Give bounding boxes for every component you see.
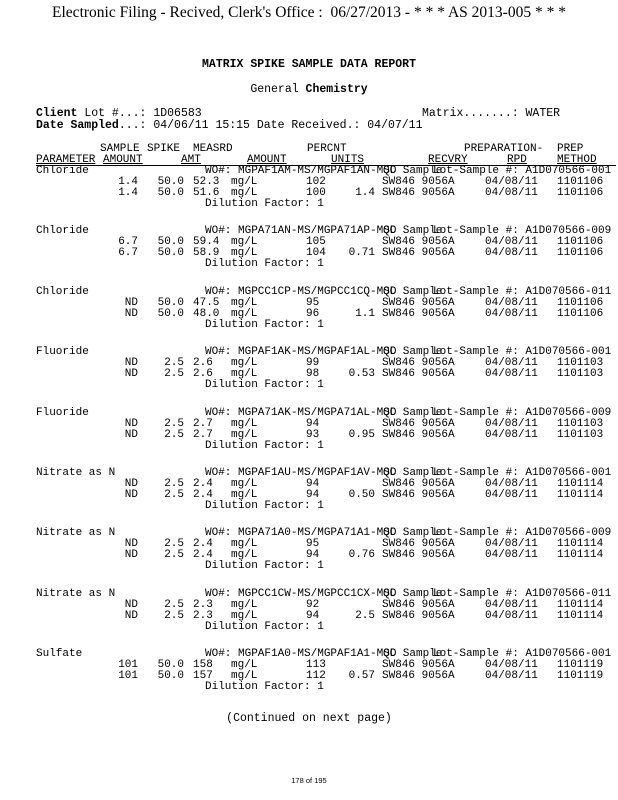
- percent-recovery: 113: [306, 659, 326, 672]
- measrd-amount: 59.4: [193, 236, 220, 249]
- units: mg/L: [231, 489, 258, 501]
- date-sampled-label: Date Sampled: [36, 119, 119, 132]
- parameter-name: Nitrate as N: [36, 467, 116, 479]
- measrd-amount: 2.4: [193, 538, 213, 551]
- batch-number: 1101114: [557, 598, 604, 611]
- spike-amt: 50.0: [157, 247, 184, 260]
- sample-amount: 6.7: [118, 236, 138, 249]
- batch-number: 1101119: [557, 670, 604, 683]
- qc-sample: QC Sample: [383, 285, 443, 298]
- percent-recovery: 94: [306, 417, 320, 430]
- sample-amount: 101: [118, 659, 138, 672]
- col-percnt: PERCNT: [307, 143, 347, 155]
- sample-amount: 1.4: [118, 187, 138, 199]
- units: mg/L: [231, 368, 258, 381]
- analysis-date: 04/08/11: [485, 296, 538, 309]
- units: mg/L: [231, 357, 258, 370]
- date-sampled-line: [36, 119, 423, 132]
- sample-amount: ND: [124, 598, 138, 611]
- analysis-date: 04/08/11: [485, 659, 538, 672]
- lot-sample: Lot-Sample #: A1D070566-001: [433, 648, 612, 661]
- rpd: 2.5: [355, 609, 375, 622]
- units: mg/L: [231, 549, 258, 562]
- analysis-date: 04/08/11: [485, 247, 538, 260]
- sample-amount: 6.7: [118, 247, 138, 260]
- method: SW846 9056A: [382, 296, 455, 309]
- units: mg/L: [231, 417, 258, 430]
- method: SW846 9056A: [382, 307, 455, 320]
- analysis-date: 04/08/11: [485, 176, 538, 188]
- batch-number: 1101103: [557, 417, 604, 430]
- parameter-name: Sulfate: [36, 648, 83, 661]
- spike-amt: 2.5: [164, 549, 184, 562]
- continued-note: (Continued on next page): [226, 712, 392, 725]
- sample-amount: ND: [124, 609, 138, 622]
- analysis-date: 04/08/11: [485, 187, 538, 199]
- rpd: 1.4: [355, 187, 375, 199]
- work-order: WO#: MGPAF1AM-MS/MGPAF1AN-MSD: [205, 165, 397, 177]
- page-footer: [0, 776, 618, 785]
- percent-recovery: 93: [306, 428, 320, 441]
- page-of: of: [305, 776, 313, 785]
- analysis-date: 04/08/11: [485, 549, 538, 562]
- analysis-date: 04/08/11: [485, 478, 538, 490]
- qc-sample: QC Sample: [383, 587, 443, 600]
- subtitle-prefix: General: [250, 83, 299, 96]
- batch-number: 1101106: [557, 247, 604, 260]
- col-parameter: PARAMETER: [36, 154, 96, 166]
- sample-amount: ND: [124, 368, 138, 381]
- percent-recovery: 104: [306, 247, 326, 260]
- measrd-amount: 2.3: [193, 598, 213, 611]
- lot-sample: Lot-Sample #: A1D070566-009: [433, 406, 612, 419]
- analysis-date: 04/08/11: [485, 236, 538, 249]
- method: SW846 9056A: [382, 609, 455, 622]
- rpd: 0.50: [348, 489, 375, 501]
- work-order: WO#: MGPA71AK-MS/MGPA71AL-MSD: [205, 406, 397, 419]
- batch-number: 1101106: [557, 176, 604, 188]
- method: SW846 9056A: [382, 236, 455, 249]
- percent-recovery: 94: [306, 609, 320, 622]
- sample-amount: ND: [124, 478, 138, 490]
- matrix: Matrix.......: WATER: [422, 107, 561, 120]
- work-order: WO#: MGPCC1CW-MS/MGPCC1CX-MSD: [205, 587, 397, 600]
- col-method: METHOD: [557, 154, 597, 166]
- client-label: Client: [36, 107, 78, 120]
- analysis-date: 04/08/11: [485, 538, 538, 551]
- analysis-date: 04/08/11: [485, 489, 538, 501]
- measrd-amount: 51.6: [193, 187, 220, 199]
- parameter-name: Nitrate as N: [36, 527, 116, 540]
- measrd-amount: 2.4: [193, 549, 213, 562]
- batch-number: 1101114: [557, 538, 604, 551]
- spike-amt: 2.5: [164, 428, 184, 441]
- sample-amount: 1.4: [118, 176, 138, 188]
- units: mg/L: [231, 478, 258, 490]
- percent-recovery: 100: [306, 187, 326, 199]
- analysis-date: 04/08/11: [485, 357, 538, 370]
- analysis-date: 04/08/11: [485, 417, 538, 430]
- col-preparation: PREPARATION-: [464, 143, 544, 155]
- percent-recovery: 94: [306, 549, 320, 562]
- method: SW846 9056A: [382, 489, 455, 501]
- method: SW846 9056A: [382, 176, 455, 188]
- filing-header: Electronic Filing - Recived, Clerk's Office : 06/27/2013 - * * * AS 2013-005 * * *: [52, 4, 566, 21]
- method: SW846 9056A: [382, 187, 455, 199]
- method: SW846 9056A: [382, 670, 455, 683]
- page-number: 178: [291, 776, 304, 785]
- col-recvry: RECVRY: [428, 154, 468, 166]
- analysis-date: 04/08/11: [485, 598, 538, 611]
- units: mg/L: [231, 598, 258, 611]
- parameter-name: Fluoride: [36, 406, 89, 419]
- spike-amt: 50.0: [157, 307, 184, 320]
- method: SW846 9056A: [382, 598, 455, 611]
- analysis-date: 04/08/11: [485, 609, 538, 622]
- col-amount-2: AMOUNT: [247, 154, 287, 166]
- spike-amt: 2.5: [164, 598, 184, 611]
- units: mg/L: [231, 428, 258, 441]
- measrd-amount: 48.0: [193, 307, 220, 320]
- subtitle-bold: Chemistry: [305, 83, 368, 96]
- dilution-factor: Dilution Factor: 1: [205, 198, 324, 210]
- analysis-date: 04/08/11: [485, 670, 538, 683]
- batch-number: 1101103: [557, 357, 604, 370]
- measrd-amount: 2.6: [193, 368, 213, 381]
- percent-recovery: 98: [306, 368, 320, 381]
- sample-amount: ND: [124, 489, 138, 501]
- work-order: WO#: MGPCC1CP-MS/MGPCC1CQ-MSD: [205, 285, 397, 298]
- dilution-factor: Dilution Factor: 1: [205, 258, 324, 271]
- spike-amt: 2.5: [164, 538, 184, 551]
- spike-amt: 2.5: [164, 478, 184, 490]
- spike-amt: 2.5: [164, 357, 184, 370]
- measrd-amount: 158: [193, 659, 213, 672]
- lot-number: Lot #...: 1D06583: [84, 107, 202, 120]
- percent-recovery: 94: [306, 478, 320, 490]
- col-amount: AMOUNT: [103, 154, 143, 166]
- work-order: WO#: MGPA71AN-MS/MGPA71AP-MSD: [205, 225, 397, 238]
- measrd-amount: 47.5: [193, 296, 220, 309]
- batch-number: 1101106: [557, 307, 604, 320]
- measrd-amount: 2.3: [193, 609, 213, 622]
- batch-number: 1101103: [557, 368, 604, 381]
- method: SW846 9056A: [382, 549, 455, 562]
- measrd-amount: 2.6: [193, 357, 213, 370]
- lot-sample: Lot-Sample #: A1D070566-009: [433, 527, 612, 540]
- spike-amt: 2.5: [164, 417, 184, 430]
- date-sampled: ...: 04/06/11 15:15: [118, 119, 250, 132]
- spike-amt: 50.0: [157, 670, 184, 683]
- measrd-amount: 157: [193, 670, 213, 683]
- lot-sample: Lot-Sample #: A1D070566-011: [433, 587, 612, 600]
- sample-amount: ND: [124, 307, 138, 320]
- measrd-amount: 2.7: [193, 417, 213, 430]
- batch-number: 1101114: [557, 478, 604, 490]
- method: SW846 9056A: [382, 417, 455, 430]
- qc-sample: QC Sample: [383, 406, 443, 419]
- units: mg/L: [231, 296, 258, 309]
- percent-recovery: 102: [306, 176, 326, 188]
- report-subtitle: [0, 83, 618, 96]
- method: SW846 9056A: [382, 659, 455, 672]
- analysis-date: 04/08/11: [485, 307, 538, 320]
- method: SW846 9056A: [382, 538, 455, 551]
- lot-sample: Lot-Sample #: A1D070566-001: [433, 346, 612, 359]
- method: SW846 9056A: [382, 428, 455, 441]
- percent-recovery: 95: [306, 296, 320, 309]
- parameter-name: Fluoride: [36, 346, 89, 359]
- measrd-amount: 58.9: [193, 247, 220, 260]
- dilution-factor: Dilution Factor: 1: [205, 560, 324, 573]
- page-total: 195: [314, 776, 327, 785]
- batch-number: 1101106: [557, 187, 604, 199]
- lot-sample: Lot-Sample #: A1D070566-011: [433, 285, 612, 298]
- batch-number: 1101106: [557, 236, 604, 249]
- batch-number: 1101106: [557, 296, 604, 309]
- percent-recovery: 105: [306, 236, 326, 249]
- qc-sample: QC Sample: [383, 467, 443, 479]
- measrd-amount: 2.7: [193, 428, 213, 441]
- units: mg/L: [231, 538, 258, 551]
- work-order: WO#: MGPAF1AU-MS/MGPAF1AV-MSD: [205, 467, 397, 479]
- rpd: 0.76: [348, 549, 375, 562]
- rpd: 0.57: [348, 670, 375, 683]
- units: mg/L: [231, 247, 258, 260]
- batch-number: 1101114: [557, 609, 604, 622]
- dilution-factor: Dilution Factor: 1: [205, 500, 324, 512]
- units: mg/L: [231, 670, 258, 683]
- spike-amt: 50.0: [157, 176, 184, 188]
- measrd-amount: 2.4: [193, 478, 213, 490]
- analysis-date: 04/08/11: [485, 428, 538, 441]
- col-measrd: MEASRD: [193, 143, 233, 155]
- lot-sample: Lot-Sample #: A1D070566-001: [433, 165, 612, 177]
- rpd: 0.95: [348, 428, 375, 441]
- dilution-factor: Dilution Factor: 1: [205, 318, 324, 331]
- work-order: WO#: MGPA71A0-MS/MGPA71A1-MSD: [205, 527, 397, 540]
- parameter-name: Chloride: [36, 165, 89, 177]
- report-title: MATRIX SPIKE SAMPLE DATA REPORT: [202, 58, 416, 71]
- method: SW846 9056A: [382, 247, 455, 260]
- qc-sample: QC Sample: [383, 346, 443, 359]
- units: mg/L: [231, 187, 258, 199]
- units: mg/L: [231, 307, 258, 320]
- spike-amt: 50.0: [157, 187, 184, 199]
- units: mg/L: [231, 236, 258, 249]
- spike-amt: 50.0: [157, 236, 184, 249]
- percent-recovery: 112: [306, 670, 326, 683]
- batch-number: 1101114: [557, 549, 604, 562]
- dilution-factor: Dilution Factor: 1: [205, 620, 324, 633]
- parameter-name: Chloride: [36, 225, 89, 238]
- sample-amount: ND: [124, 538, 138, 551]
- percent-recovery: 94: [306, 489, 320, 501]
- sample-amount: ND: [124, 296, 138, 309]
- sample-amount: 101: [118, 670, 138, 683]
- sample-amount: ND: [124, 357, 138, 370]
- units: mg/L: [231, 659, 258, 672]
- rpd: 0.53: [348, 368, 375, 381]
- method: SW846 9056A: [382, 357, 455, 370]
- batch-number: 1101114: [557, 489, 604, 501]
- spike-amt: 2.5: [164, 368, 184, 381]
- col-prep: PREP: [557, 143, 584, 155]
- date-received: Date Received.: 04/07/11: [256, 119, 423, 132]
- lot-sample: Lot-Sample #: A1D070566-009: [433, 225, 612, 238]
- spike-amt: 50.0: [157, 296, 184, 309]
- dilution-factor: Dilution Factor: 1: [205, 439, 324, 452]
- lot-sample: Lot-Sample #: A1D070566-001: [433, 467, 612, 479]
- percent-recovery: 99: [306, 357, 320, 370]
- measrd-amount: 2.4: [193, 489, 213, 501]
- sample-amount: ND: [124, 417, 138, 430]
- batch-number: 1101119: [557, 659, 604, 672]
- method: SW846 9056A: [382, 478, 455, 490]
- spike-amt: 2.5: [164, 489, 184, 501]
- qc-sample: QC Sample: [383, 165, 443, 177]
- dilution-factor: Dilution Factor: 1: [205, 379, 324, 392]
- col-rpd: RPD: [507, 154, 527, 166]
- method: SW846 9056A: [382, 368, 455, 381]
- sample-amount: ND: [124, 428, 138, 441]
- spike-amt: 50.0: [157, 659, 184, 672]
- work-order: WO#: MGPAF1A0-MS/MGPAF1A1-MSD: [205, 648, 397, 661]
- qc-sample: QC Sample: [383, 225, 443, 238]
- rpd: 1.1: [355, 307, 375, 320]
- spike-amt: 2.5: [164, 609, 184, 622]
- percent-recovery: 95: [306, 538, 320, 551]
- dilution-factor: Dilution Factor: 1: [205, 681, 324, 694]
- percent-recovery: 92: [306, 598, 320, 611]
- qc-sample: QC Sample: [383, 648, 443, 661]
- batch-number: 1101103: [557, 428, 604, 441]
- col-amt: AMT: [181, 154, 201, 166]
- measrd-amount: 52.3: [193, 176, 220, 188]
- units: mg/L: [231, 176, 258, 188]
- col-sample: SAMPLE: [100, 143, 140, 155]
- work-order: WO#: MGPAF1AK-MS/MGPAF1AL-MSD: [205, 346, 397, 359]
- qc-sample: QC Sample: [383, 527, 443, 540]
- parameter-name: Nitrate as N: [36, 587, 116, 600]
- percent-recovery: 96: [306, 307, 320, 320]
- units: mg/L: [231, 609, 258, 622]
- sample-amount: ND: [124, 549, 138, 562]
- col-spike: SPIKE: [147, 143, 181, 155]
- parameter-name: Chloride: [36, 285, 89, 298]
- col-units: UNITS: [331, 154, 365, 166]
- analysis-date: 04/08/11: [485, 368, 538, 381]
- rpd: 0.71: [348, 247, 375, 260]
